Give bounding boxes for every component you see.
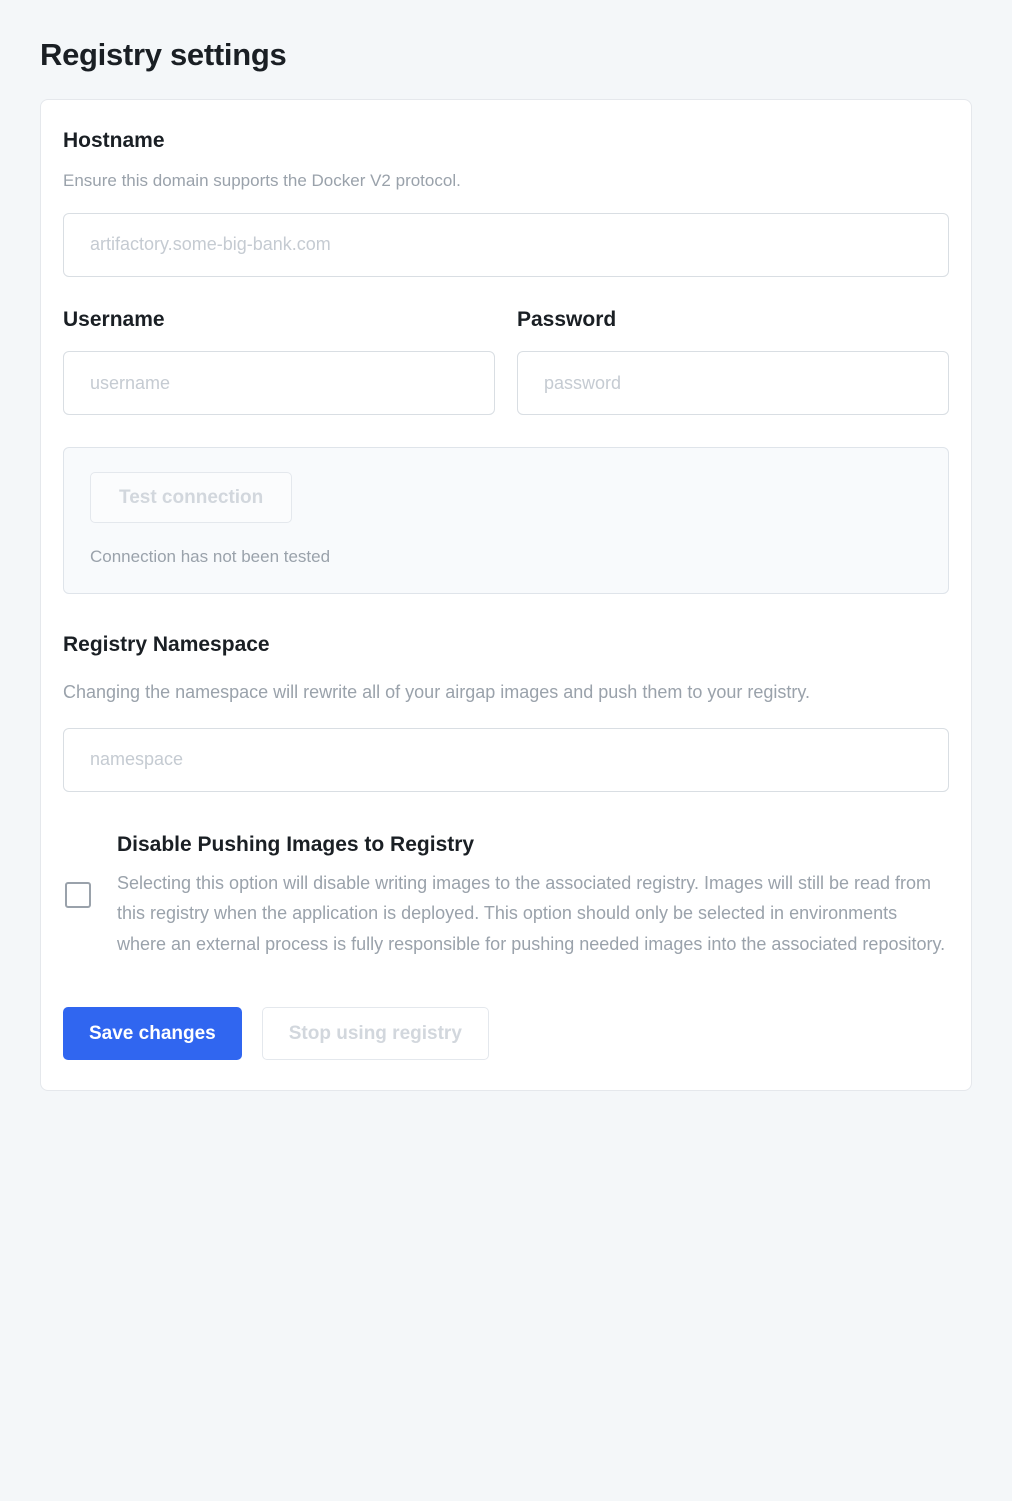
registry-namespace-section (63, 632, 949, 792)
form-actions (63, 1007, 949, 1060)
stop-using-registry-button[interactable]: Stop using registry (262, 1007, 489, 1060)
test-connection-status: Connection has not been tested (90, 547, 331, 567)
hostname-input[interactable] (63, 213, 949, 277)
disable-push-title: Disable Pushing Images to Registry (117, 832, 475, 856)
page-title: Registry settings (40, 37, 287, 72)
hostname-label: Hostname (63, 129, 165, 153)
registry-namespace-label: Registry Namespace (63, 633, 270, 657)
username-input[interactable] (63, 351, 495, 415)
hostname-section (63, 128, 949, 277)
username-label: Username (63, 307, 165, 331)
password-section (517, 307, 949, 415)
disable-push-row (63, 832, 949, 959)
credentials-row (63, 307, 949, 415)
password-label: Password (517, 307, 617, 331)
password-input[interactable] (517, 351, 949, 415)
registry-namespace-helper-text: Changing the namespace will rewrite all of your airgap images and push them to your registry. (63, 682, 811, 703)
registry-namespace-input[interactable] (63, 728, 949, 792)
disable-push-checkbox[interactable] (65, 882, 91, 908)
test-connection-panel (63, 447, 949, 594)
save-changes-button[interactable]: Save changes (63, 1007, 242, 1060)
disable-push-description: Selecting this option will disable writing images to the associated registry. Images will still be read from this registry when the application is deployed. This option should only be selected in environments where an external process is fully responsible for pushing needed images into the associated repository. (117, 873, 946, 954)
test-connection-button[interactable]: Test connection (90, 472, 292, 523)
username-section (63, 307, 495, 415)
disable-push-text (117, 832, 949, 959)
registry-settings-card (40, 99, 972, 1091)
hostname-helper-text: Ensure this domain supports the Docker V2 protocol. (63, 171, 461, 191)
